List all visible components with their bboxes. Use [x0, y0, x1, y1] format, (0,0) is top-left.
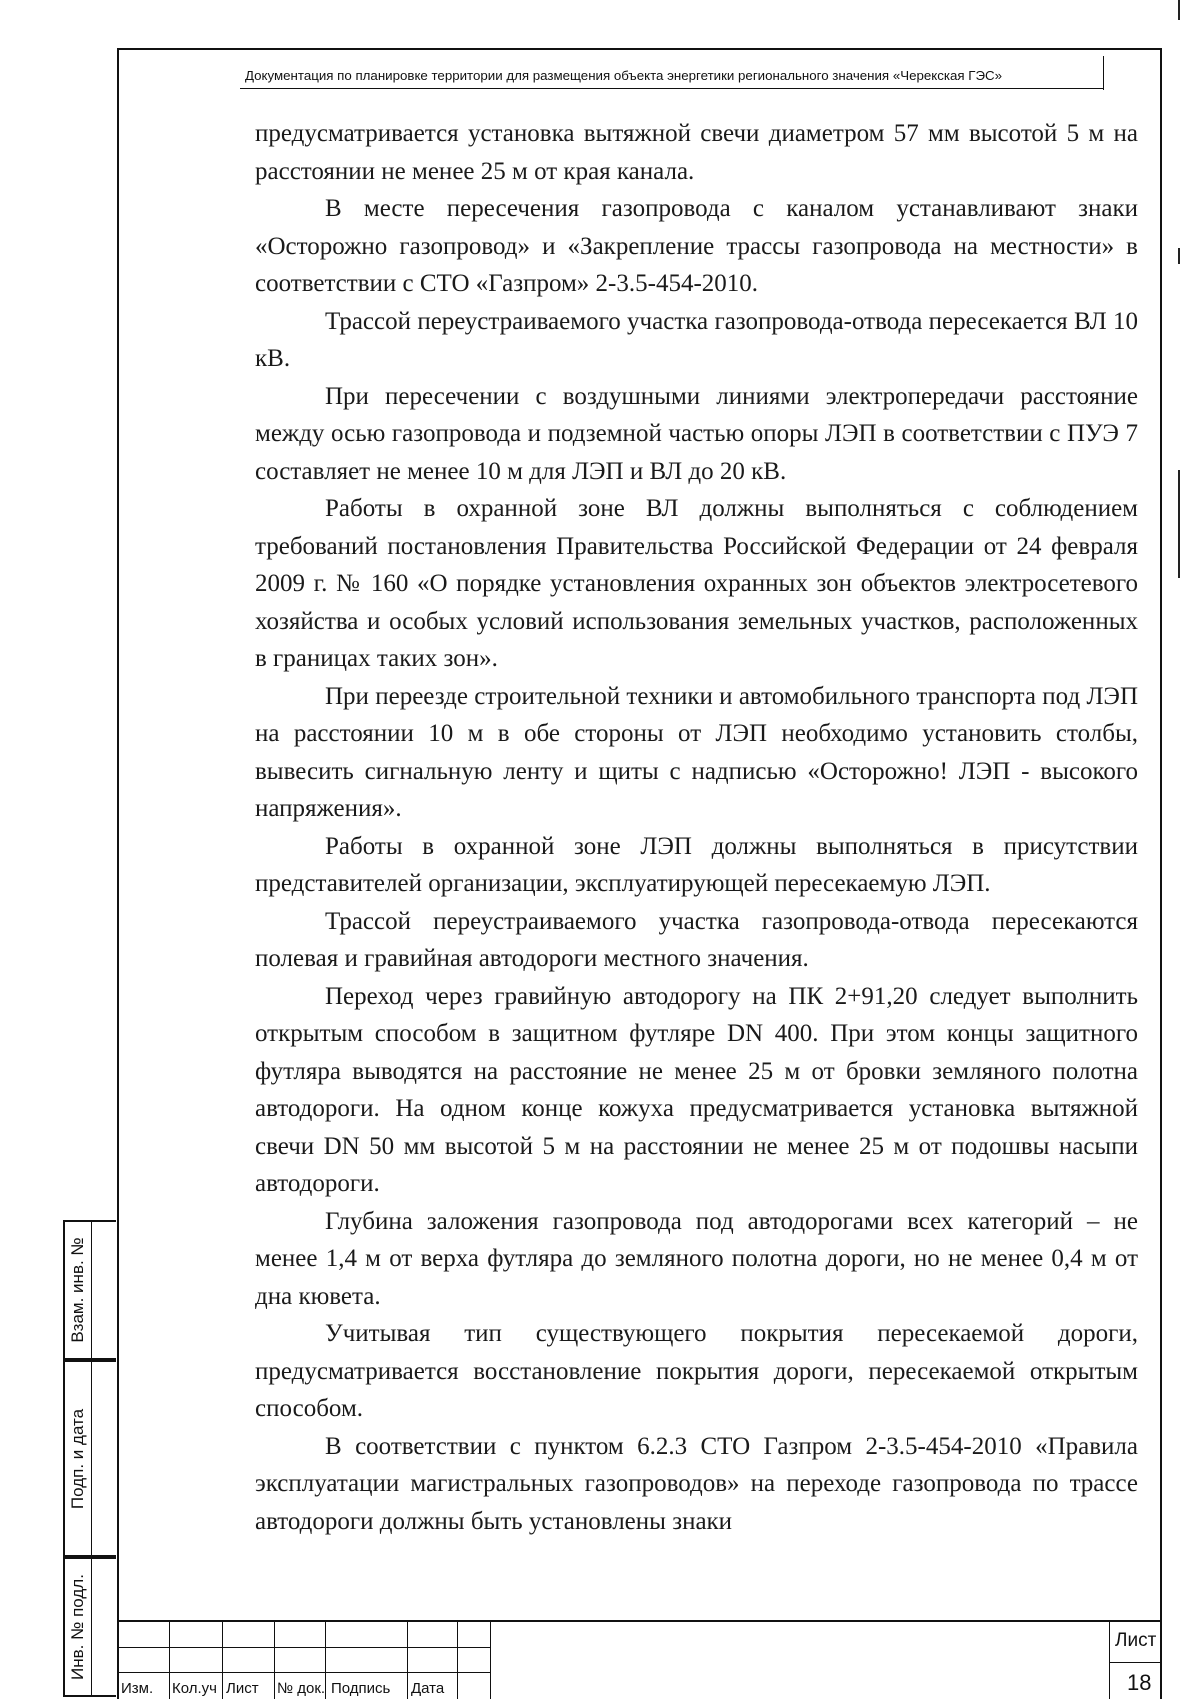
title-block-column-label: Лист: [226, 1680, 259, 1697]
paragraph: Учитывая тип существующего покрытия пересекаемой дороги, предусматривается восстановление покрытия дороги, пересекаемой открытым способом.: [255, 1320, 1138, 1422]
paragraph: Переход через гравийную автодорогу на ПК 2+91,20 следует выполнить открытым способом в защитном футляре DN 400. При этом концы защитного футляра выводятся на расстояние не менее 25 м от бровки земляного полотна автодороги. На одном конце кожуха предусматривается установка вытяжной свечи DN 50 мм высотой 5 м на расстоянии не менее 25 м от подошвы насыпи автодороги.: [255, 982, 1138, 1197]
paragraph: При пересечении с воздушными линиями электропередачи расстояние между осью газопровода и подземной частью опоры ЛЭП в соответствии с ПУЭ 7 составляет не менее 10 м для ЛЭП и ВЛ до 20 кВ.: [255, 382, 1138, 485]
header-underline: [240, 88, 1104, 89]
paragraph: Трассой переустраиваемого участка газопровода-отвода пересекаются полевая и гравийная автодороги местного значения.: [255, 907, 1138, 972]
paragraph: Работы в охранной зоне ЛЭП должны выполняться в присутствии представителей организации, эксплуатирующей пересекаемую ЛЭП.: [255, 832, 1138, 897]
side-stamp-inv-podl: [63, 1557, 116, 1697]
scan-mark: [1178, 470, 1180, 578]
title-block-column-label: Изм.: [121, 1680, 154, 1697]
scan-mark: [1178, 0, 1180, 20]
paragraph: В месте пересечения газопровода с каналом устанавливают знаки «Осторожно газопровод» и «Закрепление трассы газопровода на местности» в соответствии с СТО «Газпром» 2-3.5-454-2010.: [255, 195, 1138, 297]
paragraph: При переезде строительной техники и автомобильного транспорта под ЛЭП на расстоянии 10 м в обе стороны от ЛЭП необходимо установить столбы, вывесить сигнальную ленту и щиты с надписью «Осторожно! ЛЭП - высокого напряжения».: [255, 682, 1138, 822]
header-divider: [1103, 56, 1104, 90]
paragraph: Трассой переустраиваемого участка газопровода-отвода пересекается ВЛ 10 кВ.: [255, 307, 1138, 372]
document-body: [255, 115, 1138, 1540]
title-block-column-label: Дата: [411, 1680, 445, 1697]
title-block: [117, 1620, 1160, 1699]
side-stamp-label: Подп. и дата: [68, 1408, 87, 1509]
paragraph: предусматривается установка вытяжной свечи диаметром 57 мм высотой 5 м на расстоянии не менее 25 м от края канала.: [255, 120, 1138, 185]
side-stamp-vzam-inv: [63, 1220, 116, 1360]
paragraph: Глубина заложения газопровода под автодорогами всех категорий – не менее 1,4 м от верха футляра до земляного полотна дороги, но не менее 0,4 м от дна кювета.: [255, 1207, 1138, 1310]
side-stamp-label: Взам. инв. №: [68, 1237, 87, 1343]
document-header: Документация по планировке территории для размещения объекта энергетики регионального значения «Черекская ГЭС»: [245, 68, 1003, 83]
paragraph: Работы в охранной зоне ВЛ должны выполняться с соблюдением требований постановления Правительства Российской Федерации от 24 февраля 2009 г. № 160 «О порядке установления охранных зон объектов электросетевого хозяйства и особых условий использования земельных участков, расположенных в границах таких зон».: [255, 495, 1138, 672]
side-stamp-podp-data: [63, 1360, 116, 1557]
sheet-label: Лист: [1115, 1630, 1157, 1651]
side-stamp-label: Инв. № подл.: [68, 1574, 87, 1680]
title-block-column-label: Подпись: [331, 1680, 391, 1697]
title-block-column-label: № док.: [277, 1680, 325, 1697]
sheet-number: 18: [1127, 1670, 1152, 1695]
scan-mark: [1178, 248, 1180, 264]
title-block-column-label: Кол.уч: [172, 1680, 217, 1697]
paragraph: В соответствии с пунктом 6.2.3 СТО Газпром 2-3.5-454-2010 «Правила эксплуатации магистральных газопроводов» на переходе газопровода по трассе автодороги должны быть установлены знаки: [255, 1432, 1138, 1535]
